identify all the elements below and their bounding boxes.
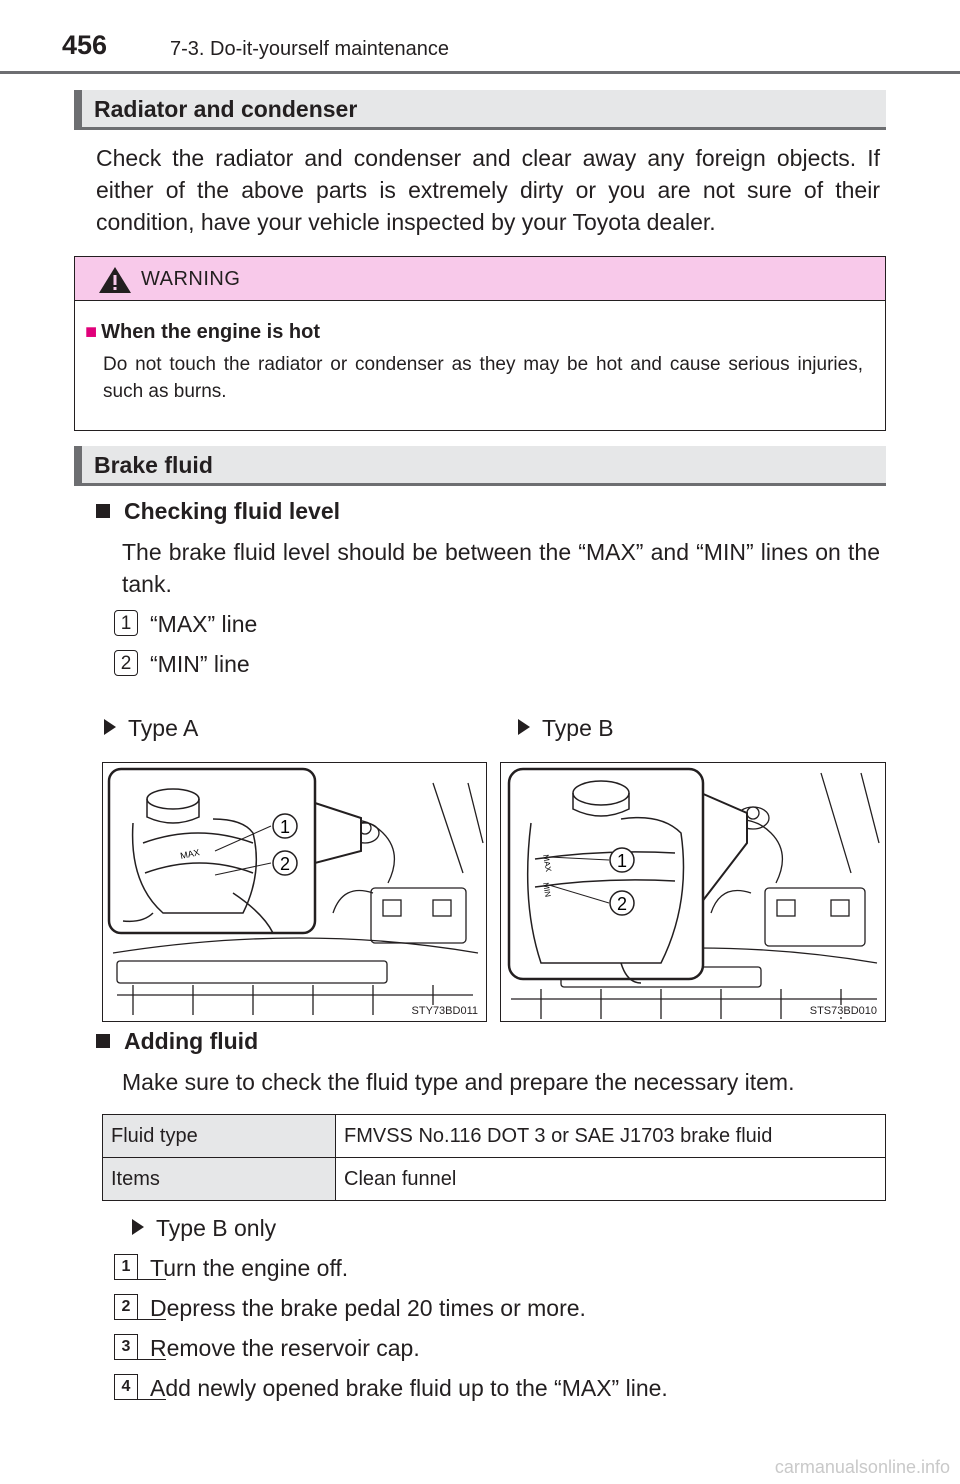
type-b-only-text: Type B only bbox=[156, 1215, 277, 1241]
watermark: carmanualsonline.info bbox=[774, 1457, 950, 1477]
square-bullet-icon bbox=[96, 504, 110, 518]
warning-header bbox=[75, 257, 885, 301]
section-header-radiator bbox=[74, 90, 886, 130]
chapter-title: 7-3. Do-it-yourself maintenance bbox=[170, 38, 450, 60]
engine-bay-illustration bbox=[103, 763, 487, 1022]
table-value: FMVSS No.116 DOT 3 or SAE J1703 brake fluid bbox=[336, 1115, 886, 1158]
section-title: Brake fluid bbox=[94, 452, 213, 478]
figure-label-text: Type A bbox=[128, 715, 199, 741]
callout-2: 2 bbox=[279, 854, 291, 874]
figure-code: STS73BD010 bbox=[809, 1005, 877, 1017]
figure-type-b bbox=[500, 762, 886, 1022]
legend-text-1: “MAX” line bbox=[150, 611, 258, 637]
step-number-2: 2 bbox=[114, 1294, 138, 1320]
step-text-2: Depress the brake pedal 20 times or more. bbox=[150, 1295, 586, 1321]
step-text-3: Remove the reservoir cap. bbox=[150, 1335, 420, 1361]
tank-max-mark: MAX bbox=[179, 847, 201, 861]
step-text-4: Add newly opened brake fluid up to the “MAX” line. bbox=[150, 1375, 668, 1401]
section-header-brake bbox=[74, 446, 886, 486]
warning-label: WARNING bbox=[141, 268, 241, 290]
warning-subtitle bbox=[85, 321, 320, 344]
warning-box bbox=[74, 256, 886, 431]
warning-triangle-icon bbox=[97, 265, 133, 295]
type-b-only-note bbox=[132, 1212, 276, 1244]
checking-heading-text: Checking fluid level bbox=[124, 498, 340, 524]
figure-type-a bbox=[102, 762, 487, 1022]
step-number-4: 4 bbox=[114, 1374, 138, 1400]
table-key: Items bbox=[103, 1158, 336, 1201]
step-number-3: 3 bbox=[114, 1334, 138, 1360]
adding-paragraph: Make sure to check the fluid type and prepare the necessary item. bbox=[122, 1069, 795, 1095]
figure-label-type-a bbox=[104, 712, 198, 744]
adding-heading-text: Adding fluid bbox=[124, 1028, 259, 1054]
header-rule bbox=[0, 71, 960, 74]
triangle-bullet-icon bbox=[518, 719, 530, 735]
fluid-table bbox=[102, 1114, 886, 1201]
radiator-paragraph: Check the radiator and condenser and clear away any foreign objects. If either of the above parts is extremely dirty or you are not sure of their condition, have your vehicle inspected by your Toyota dealer. bbox=[96, 145, 880, 235]
square-bullet-icon: ■ bbox=[85, 321, 98, 343]
step-text-1: Turn the engine off. bbox=[150, 1255, 349, 1281]
engine-bay-illustration bbox=[501, 763, 886, 1022]
triangle-bullet-icon bbox=[104, 719, 116, 735]
warning-subtitle-text: When the engine is hot bbox=[101, 321, 320, 343]
triangle-bullet-icon bbox=[132, 1219, 144, 1235]
warning-text: Do not touch the radiator or condenser as they may be hot and cause serious injuries, such as burns. bbox=[103, 354, 863, 402]
square-bullet-icon bbox=[96, 1034, 110, 1048]
legend-text-2: “MIN” line bbox=[150, 651, 250, 677]
figure-code: STY73BD011 bbox=[411, 1005, 478, 1017]
callout-1: 1 bbox=[279, 817, 291, 837]
page-number: 456 bbox=[62, 30, 108, 60]
figure-label-text: Type B bbox=[542, 715, 614, 741]
legend-number-1: 1 bbox=[114, 610, 138, 636]
figure-label-type-b bbox=[518, 712, 614, 744]
table-value: Clean funnel bbox=[336, 1158, 886, 1201]
table-row bbox=[103, 1115, 886, 1158]
callout-1: 1 bbox=[616, 851, 628, 871]
section-title: Radiator and condenser bbox=[94, 96, 358, 122]
table-row bbox=[103, 1158, 886, 1201]
tank-min-mark: MIN bbox=[541, 881, 553, 898]
adding-heading bbox=[96, 1028, 258, 1055]
table-key: Fluid type bbox=[103, 1115, 336, 1158]
callout-2: 2 bbox=[616, 894, 628, 914]
legend-number-2: 2 bbox=[114, 650, 138, 676]
tank-max-mark: MAX bbox=[541, 853, 553, 873]
checking-heading bbox=[96, 498, 340, 525]
checking-paragraph: The brake fluid level should be between the “MAX” and “MIN” lines on the tank. bbox=[122, 539, 880, 597]
step-number-1: 1 bbox=[114, 1254, 138, 1280]
